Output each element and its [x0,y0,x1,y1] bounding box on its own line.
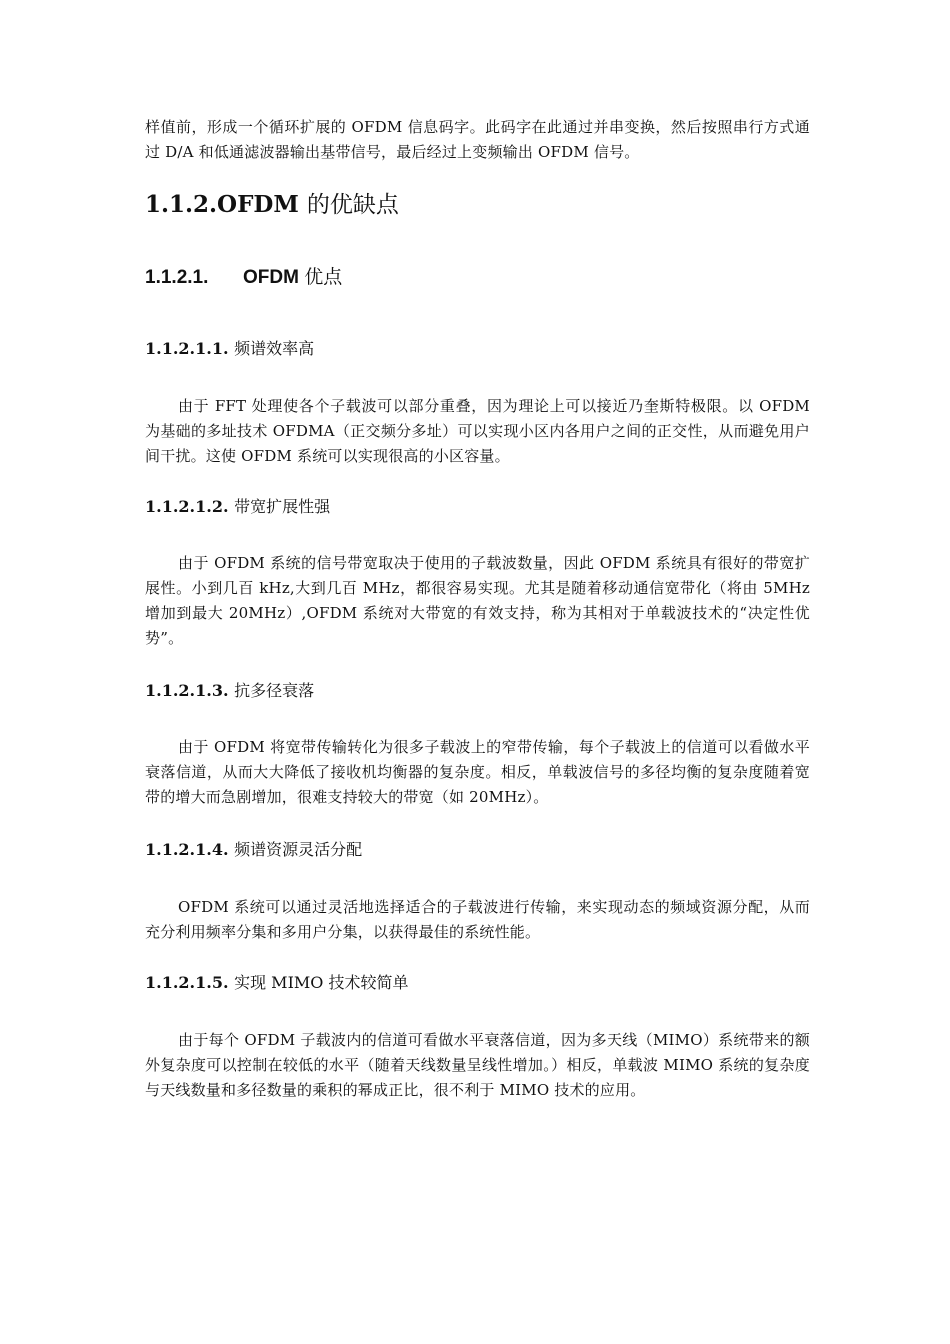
item-number: 1.1.2.1.2. [145,497,229,516]
section-title: 的优缺点 [306,192,399,218]
item-title: 抗多径衰落 [234,681,315,700]
section-number: 1.1.2.OFDM [145,191,299,218]
item-body-1 [145,394,810,469]
item-paragraph: 由于每个 OFDM 子载波内的信道可看做水平衰落信道，因为多天线（MIMO）系统带来的额外复杂度可以控制在较低的水平（随着天线数量呈线性增加。）相反，单载波 MIMO 系统的复杂度与天线数量和多径数量的乘积的幂成正比，很不利于 MIMO 技术的应用。 [145,1031,810,1099]
item-number: 1.1.2.1.1. [145,339,229,358]
item-body-5 [145,1028,810,1103]
item-paragraph: 由于 OFDM 系统的信号带宽取决于使用的子载波数量，因此 OFDM 系统具有很好的带宽扩展性。小到几百 kHz,大到几百 MHz，都很容易实现。尤其是随着移动通信宽带化（将由 5MHz 增加到最大 20MHz）,OFDM 系统对大带宽的有效支持，称为其相对于单载波技术的“决定性优势”。 [145,554,810,647]
item-paragraph: OFDM 系统可以通过灵活地选择适合的子载波进行传输，来实现动态的频域资源分配，从而充分利用频率分集和多用户分集，以获得最佳的系统性能。 [145,898,810,941]
item-heading-3 [145,679,810,703]
item-paragraph: 由于 OFDM 将宽带传输转化为很多子载波上的窄带传输，每个子载波上的信道可以看做水平衰落信道，从而大大降低了接收机均衡器的复杂度。相反，单载波信号的多径均衡的复杂度随着宽带的增大而急剧增加，很难支持较大的带宽（如 20MHz）。 [145,738,810,806]
item-heading-5 [145,971,810,995]
intro-paragraph: 样值前，形成一个循环扩展的 OFDM 信息码字。此码字在此通过并串变换，然后按照串行方式通过 D/A 和低通滤波器输出基带信号，最后经过上变频输出 OFDM 信号。 [145,118,810,161]
item-title: 频谱资源灵活分配 [234,840,363,859]
item-title: 频谱效率高 [234,339,315,358]
item-number: 1.1.2.1.5. [145,973,229,992]
section-heading [145,190,810,220]
item-body-4 [145,895,810,945]
item-paragraph: 由于 FFT 处理使各个子载波可以部分重叠，因为理论上可以接近乃奎斯特极限。以 OFDM 为基础的多址技术 OFDMA（正交频分多址）可以实现小区内各用户之间的正交性，从而避免用户间干扰。这使 OFDM 系统可以实现很高的小区容量。 [145,397,810,465]
intro-block [145,115,810,165]
item-heading-1 [145,337,810,361]
item-body-2 [145,551,810,651]
item-heading-4 [145,838,810,862]
item-number: 1.1.2.1.3. [145,681,229,700]
subsection-number: 1.1.2.1. [145,267,209,288]
item-number: 1.1.2.1.4. [145,840,229,859]
subsection-heading [145,265,810,291]
item-title: 带宽扩展性强 [234,497,331,516]
item-heading-2 [145,495,810,519]
subsection-title: 优点 [304,267,343,288]
item-body-3 [145,735,810,810]
subsection-title-en: OFDM [243,267,299,288]
item-title: 实现 MIMO 技术较简单 [234,973,409,992]
